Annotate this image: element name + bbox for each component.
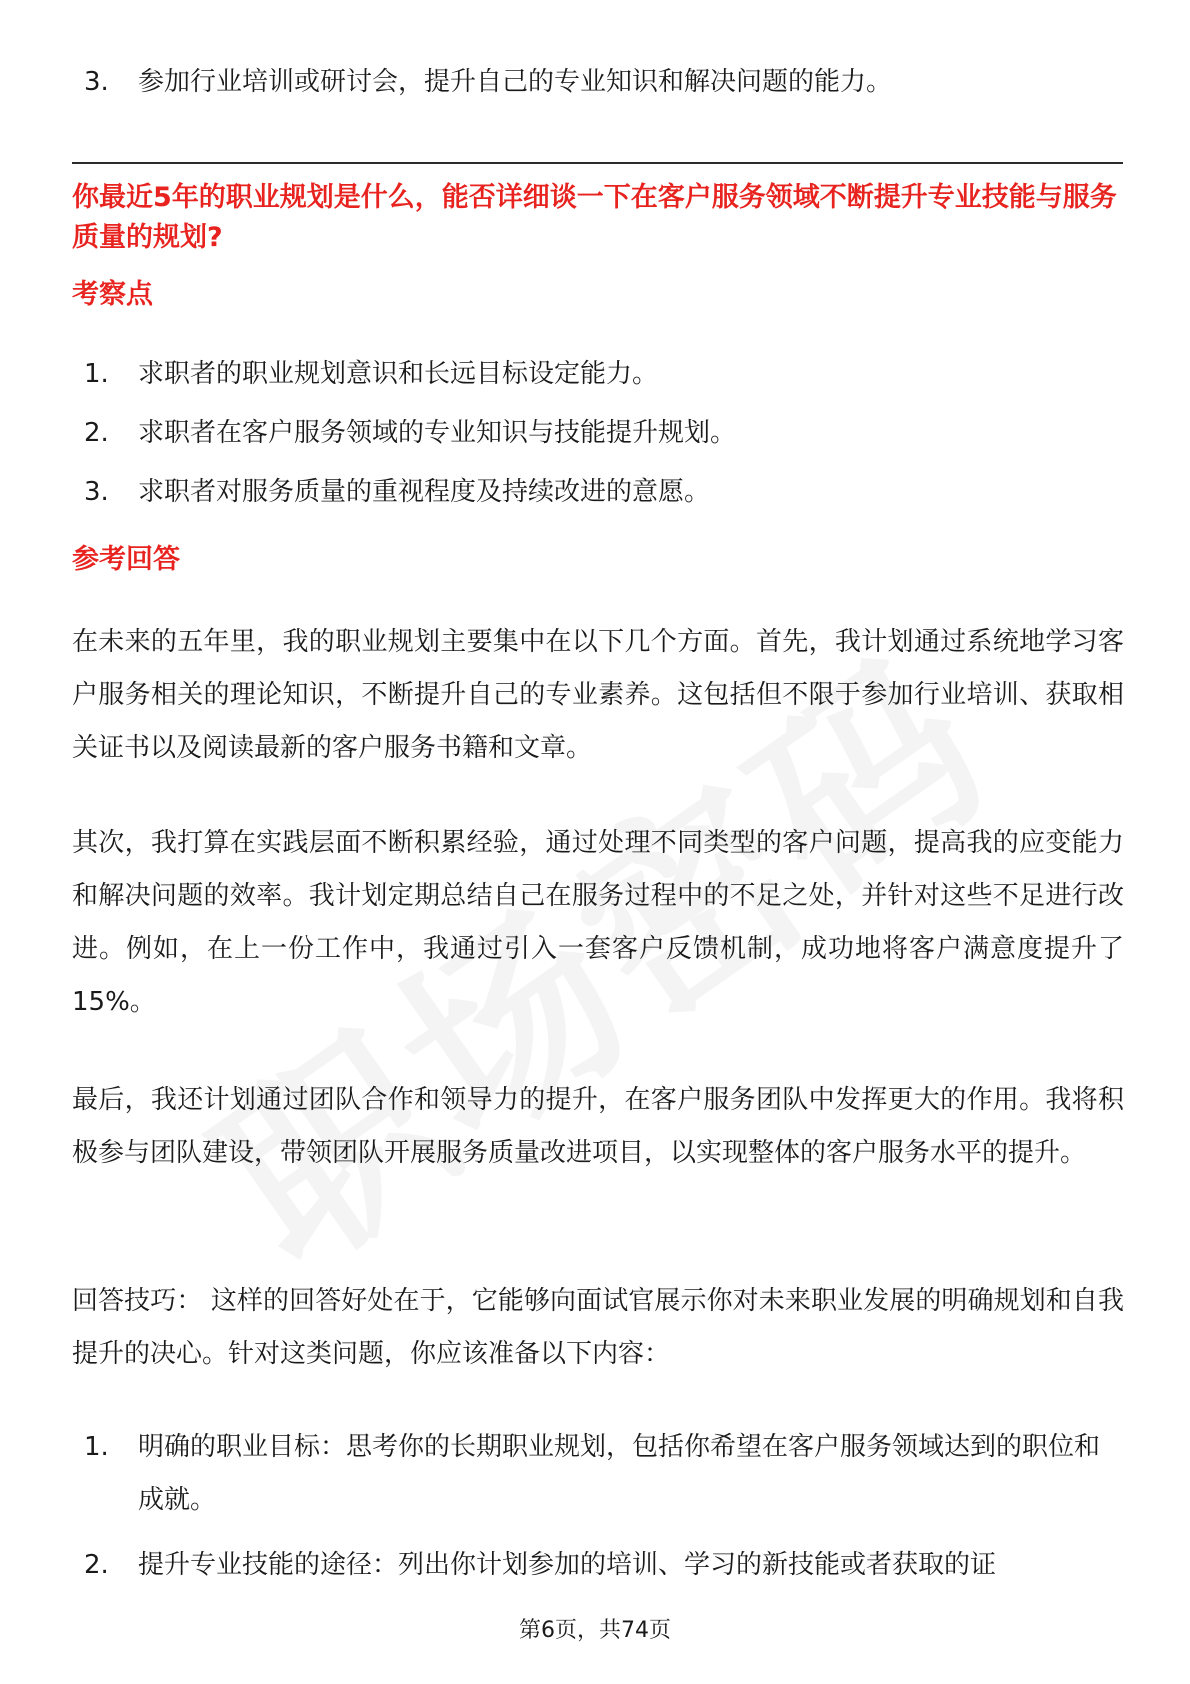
question-title: 你最近5年的职业规划是什么，能否详细谈一下在客户服务领域不断提升专业技能与服务质量的规划? — [72, 182, 1117, 253]
list-text: 求职者的职业规划意识和长远目标设定能力。 — [138, 359, 659, 389]
kcd-list — [84, 345, 1124, 522]
list-text: 求职者在客户服务领域的专业知识与技能提升规划。 — [138, 418, 737, 448]
answer-paragraph: 其次，我打算在实践层面不断积累经验，通过处理不同类型的客户问题，提高我的应变能力和解决问题的效率。我计划定期总结自己在服务过程中的不足之处，并针对这些不足进行改进。例如，在上一份工作中，我通过引入一套客户反馈机制，成功地将客户满意度提升了15%。 — [72, 828, 1124, 1017]
answer-paragraph: 最后，我还计划通过团队合作和领导力的提升，在客户服务团队中发挥更大的作用。我将积极参与团队建设，带领团队开展服务质量改进项目，以实现整体的客户服务水平的提升。 — [72, 1085, 1124, 1168]
list-text: 明确的职业目标：思考你的长期职业规划，包括你希望在客户服务领域达到的职位和成就。 — [138, 1432, 1101, 1515]
list-item — [84, 56, 1124, 108]
list-item — [84, 1421, 1124, 1527]
list-number: 3. — [84, 67, 109, 97]
list-number: 1. — [84, 359, 109, 389]
page-number: 第6页，共74页 — [519, 1618, 671, 1643]
tips-paragraph: 回答技巧： 这样的回答好处在于，它能够向面试官展示你对未来职业发展的明确规划和自我提升的决心。针对这类问题，你应该准备以下内容： — [72, 1286, 1124, 1369]
list-number: 3. — [84, 477, 109, 507]
continued-list — [84, 56, 1124, 108]
answer-paragraph: 在未来的五年里，我的职业规划主要集中在以下几个方面。首先，我计划通过系统地学习客户服务相关的理论知识，不断提升自己的专业素养。这包括但不限于参加行业培训、获取相关证书以及阅读最新的客户服务书籍和文章。 — [72, 627, 1124, 763]
kcd-heading: 考察点 — [72, 279, 153, 310]
section-divider — [72, 162, 1123, 164]
list-number: 2. — [84, 1550, 109, 1580]
list-item — [84, 345, 1124, 404]
answer-heading: 参考回答 — [72, 544, 180, 575]
list-item — [84, 1539, 1124, 1592]
list-item — [84, 404, 1124, 463]
list-text: 提升专业技能的途径：列出你计划参加的培训、学习的新技能或者获取的证 — [138, 1550, 997, 1580]
list-number: 1. — [84, 1432, 109, 1462]
list-number: 2. — [84, 418, 109, 448]
tips-list — [84, 1421, 1124, 1604]
list-item — [84, 463, 1124, 522]
list-text: 求职者对服务质量的重视程度及持续改进的意愿。 — [138, 477, 711, 507]
list-text: 参加行业培训或研讨会，提升自己的专业知识和解决问题的能力。 — [138, 67, 893, 97]
